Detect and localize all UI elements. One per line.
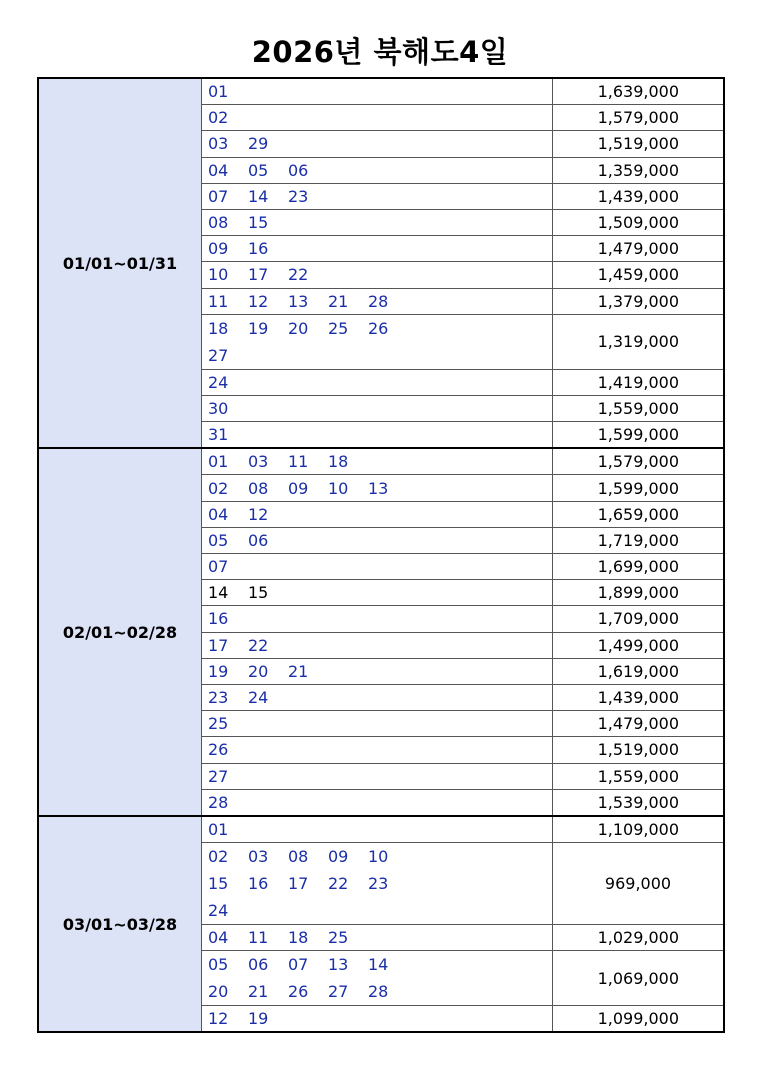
departure-date: 03 [208, 134, 229, 154]
departure-date: 20 [208, 982, 229, 1002]
price-cell: 1,709,000 [553, 606, 725, 632]
departure-date: 26 [208, 740, 229, 760]
page-title: 2026년 북해도4일 [251, 35, 509, 69]
dates-line [208, 580, 552, 605]
price-cell: 1,639,000 [553, 78, 725, 105]
departure-date: 21 [328, 291, 349, 311]
departure-date: 20 [288, 318, 309, 338]
departure-date: 04 [208, 928, 229, 948]
price-cell: 1,559,000 [553, 395, 725, 421]
dates-line [208, 370, 552, 395]
dates-cell [202, 606, 553, 632]
price-cell: 1,379,000 [553, 288, 725, 314]
dates-line [208, 843, 552, 870]
price-cell: 969,000 [553, 843, 725, 925]
departure-date: 21 [248, 982, 269, 1002]
price-cell: 1,619,000 [553, 658, 725, 684]
dates-cell [202, 843, 553, 925]
departure-date: 16 [208, 609, 229, 629]
dates-cell [202, 711, 553, 737]
departure-date: 04 [208, 160, 229, 180]
departure-date: 03 [248, 452, 269, 472]
departure-date: 05 [208, 530, 229, 550]
dates-line [208, 817, 552, 842]
dates-line [208, 528, 552, 553]
departure-date: 11 [248, 928, 269, 948]
dates-cell [202, 262, 553, 288]
dates-line [208, 236, 552, 261]
dates-line [208, 342, 552, 369]
price-cell: 1,479,000 [553, 711, 725, 737]
departure-date: 12 [248, 504, 269, 524]
dates-cell [202, 395, 553, 421]
price-cell: 1,519,000 [553, 737, 725, 763]
period-cell: 02/01~02/28 [38, 448, 202, 816]
price-cell: 1,499,000 [553, 632, 725, 658]
dates-cell [202, 763, 553, 789]
dates-line [208, 659, 552, 684]
departure-date: 28 [368, 291, 389, 311]
price-cell: 1,319,000 [553, 314, 725, 369]
price-cell: 1,699,000 [553, 554, 725, 580]
dates-line [208, 105, 552, 130]
price-cell: 1,579,000 [553, 448, 725, 475]
price-cell: 1,439,000 [553, 684, 725, 710]
departure-date: 06 [248, 530, 269, 550]
dates-line [208, 315, 552, 342]
dates-cell [202, 632, 553, 658]
dates-cell [202, 658, 553, 684]
departure-date: 06 [248, 955, 269, 975]
dates-line [208, 1006, 552, 1031]
dates-cell [202, 314, 553, 369]
dates-line [208, 210, 552, 235]
price-cell: 1,069,000 [553, 951, 725, 1006]
departure-date: 09 [288, 478, 309, 498]
dates-cell [202, 183, 553, 209]
dates-cell [202, 369, 553, 395]
departure-date: 15 [248, 583, 269, 603]
departure-date: 17 [248, 265, 269, 285]
price-cell: 1,539,000 [553, 789, 725, 816]
price-cell: 1,899,000 [553, 580, 725, 606]
dates-line [208, 633, 552, 658]
departure-date: 19 [208, 661, 229, 681]
price-cell: 1,459,000 [553, 262, 725, 288]
departure-date: 10 [328, 478, 349, 498]
departure-date: 07 [288, 955, 309, 975]
departure-date: 23 [368, 874, 389, 894]
departure-date: 11 [208, 291, 229, 311]
departure-date: 13 [328, 955, 349, 975]
dates-line [208, 978, 552, 1005]
departure-date: 05 [248, 160, 269, 180]
departure-date: 24 [208, 372, 229, 392]
dates-line [208, 790, 552, 815]
price-cell: 1,579,000 [553, 105, 725, 131]
period-cell: 03/01~03/28 [38, 816, 202, 1033]
dates-cell [202, 737, 553, 763]
dates-cell [202, 554, 553, 580]
departure-date: 25 [328, 928, 349, 948]
price-cell: 1,419,000 [553, 369, 725, 395]
dates-line [208, 158, 552, 183]
departure-date: 01 [208, 819, 229, 839]
departure-date: 11 [288, 452, 309, 472]
dates-cell [202, 448, 553, 475]
departure-date: 17 [288, 874, 309, 894]
dates-cell [202, 209, 553, 235]
departure-date: 13 [288, 291, 309, 311]
departure-date: 14 [368, 955, 389, 975]
table-row [38, 448, 724, 475]
departure-date: 22 [328, 874, 349, 894]
departure-date: 27 [208, 766, 229, 786]
departure-date: 18 [208, 318, 229, 338]
price-cell: 1,109,000 [553, 816, 725, 843]
dates-cell [202, 157, 553, 183]
dates-line [208, 289, 552, 314]
departure-date: 25 [328, 318, 349, 338]
departure-date: 18 [288, 928, 309, 948]
price-cell: 1,439,000 [553, 183, 725, 209]
price-cell: 1,029,000 [553, 925, 725, 951]
dates-line [208, 554, 552, 579]
dates-line [208, 422, 552, 447]
dates-cell [202, 925, 553, 951]
dates-line [208, 262, 552, 287]
dates-cell [202, 475, 553, 501]
departure-date: 27 [328, 982, 349, 1002]
price-table-body [38, 78, 724, 1032]
dates-cell [202, 816, 553, 843]
dates-cell [202, 1006, 553, 1033]
departure-date: 15 [208, 874, 229, 894]
dates-cell [202, 78, 553, 105]
dates-line [208, 897, 552, 924]
departure-date: 07 [208, 557, 229, 577]
dates-line [208, 764, 552, 789]
departure-date: 14 [208, 583, 229, 603]
departure-date: 07 [208, 186, 229, 206]
dates-cell [202, 288, 553, 314]
departure-date: 01 [208, 82, 229, 102]
price-cell: 1,099,000 [553, 1006, 725, 1033]
dates-line [208, 449, 552, 474]
departure-date: 16 [248, 874, 269, 894]
departure-date: 02 [208, 847, 229, 867]
departure-date: 29 [248, 134, 269, 154]
table-row [38, 816, 724, 843]
dates-line [208, 476, 552, 501]
departure-date: 10 [208, 265, 229, 285]
dates-line [208, 925, 552, 950]
departure-date: 12 [248, 291, 269, 311]
dates-line [208, 502, 552, 527]
dates-cell [202, 527, 553, 553]
dates-line [208, 870, 552, 897]
dates-line [208, 737, 552, 762]
departure-date: 25 [208, 714, 229, 734]
price-cell: 1,719,000 [553, 527, 725, 553]
departure-date: 03 [248, 847, 269, 867]
departure-date: 05 [208, 955, 229, 975]
departure-date: 04 [208, 504, 229, 524]
departure-date: 02 [208, 478, 229, 498]
dates-line [208, 396, 552, 421]
price-cell: 1,509,000 [553, 209, 725, 235]
departure-date: 12 [208, 1009, 229, 1029]
dates-line [208, 606, 552, 631]
departure-date: 28 [368, 982, 389, 1002]
departure-date: 27 [208, 345, 229, 365]
departure-date: 08 [288, 847, 309, 867]
dates-line [208, 951, 552, 978]
departure-date: 02 [208, 108, 229, 128]
departure-date: 21 [288, 661, 309, 681]
departure-date: 14 [248, 186, 269, 206]
departure-date: 28 [208, 792, 229, 812]
dates-line [208, 711, 552, 736]
departure-date: 01 [208, 452, 229, 472]
departure-date: 23 [288, 186, 309, 206]
departure-date: 09 [328, 847, 349, 867]
departure-date: 18 [328, 452, 349, 472]
dates-cell [202, 131, 553, 157]
table-row [38, 78, 724, 105]
departure-date: 26 [368, 318, 389, 338]
departure-date: 31 [208, 425, 229, 445]
departure-date: 30 [208, 398, 229, 418]
dates-line [208, 79, 552, 104]
dates-cell [202, 422, 553, 449]
dates-cell [202, 951, 553, 1006]
departure-date: 08 [248, 478, 269, 498]
price-cell: 1,659,000 [553, 501, 725, 527]
departure-date: 19 [248, 318, 269, 338]
dates-cell [202, 501, 553, 527]
departure-date: 16 [248, 239, 269, 259]
departure-date: 22 [288, 265, 309, 285]
dates-line [208, 184, 552, 209]
departure-date: 06 [288, 160, 309, 180]
dates-cell [202, 105, 553, 131]
price-cell: 1,359,000 [553, 157, 725, 183]
price-cell: 1,599,000 [553, 422, 725, 449]
dates-line [208, 685, 552, 710]
departure-date: 19 [248, 1009, 269, 1029]
departure-date: 08 [208, 213, 229, 233]
departure-date: 22 [248, 635, 269, 655]
price-cell: 1,519,000 [553, 131, 725, 157]
departure-date: 09 [208, 239, 229, 259]
dates-cell [202, 789, 553, 816]
departure-date: 24 [248, 688, 269, 708]
departure-date: 24 [208, 901, 229, 921]
departure-date: 10 [368, 847, 389, 867]
period-cell: 01/01~01/31 [38, 78, 202, 448]
departure-date: 15 [248, 213, 269, 233]
price-cell: 1,559,000 [553, 763, 725, 789]
dates-cell [202, 684, 553, 710]
price-cell: 1,479,000 [553, 236, 725, 262]
departure-date: 23 [208, 688, 229, 708]
departure-date: 13 [368, 478, 389, 498]
dates-cell [202, 580, 553, 606]
price-table [37, 77, 725, 1033]
departure-date: 17 [208, 635, 229, 655]
departure-date: 20 [248, 661, 269, 681]
dates-cell [202, 236, 553, 262]
price-cell: 1,599,000 [553, 475, 725, 501]
dates-line [208, 131, 552, 156]
departure-date: 26 [288, 982, 309, 1002]
